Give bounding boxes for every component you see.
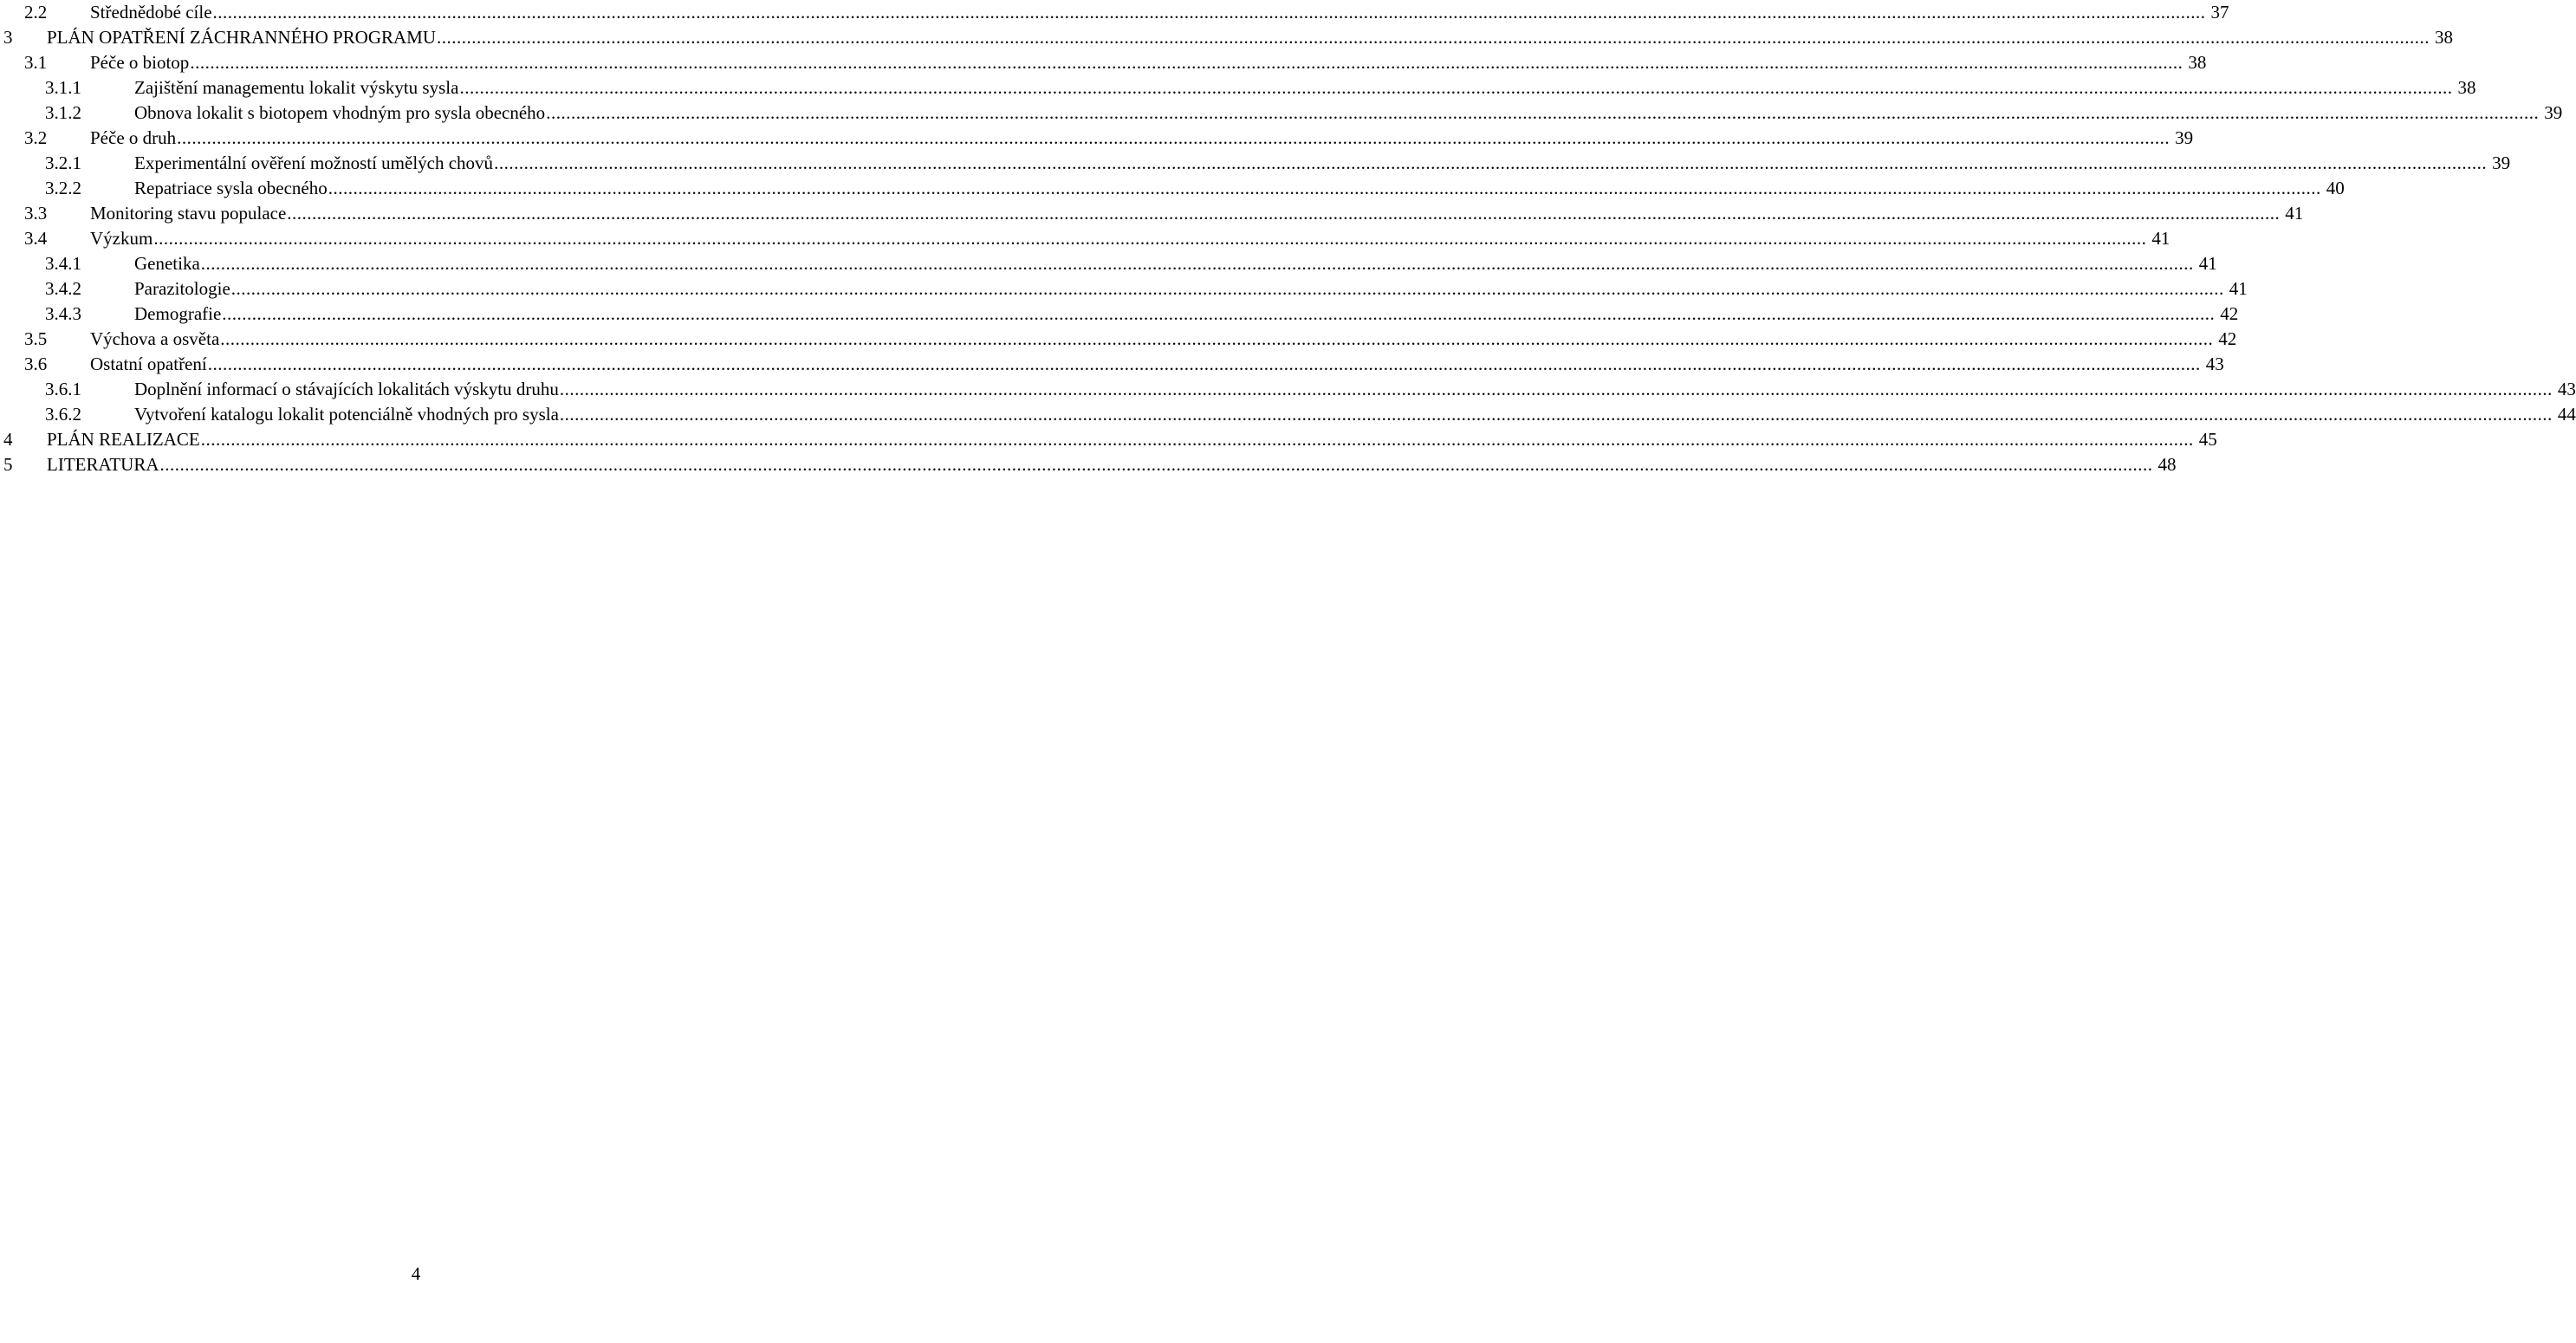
toc-entry-title: Parazitologie — [134, 278, 230, 299]
toc-entry[interactable] — [0, 75, 2476, 101]
toc-entry-title: Vytvoření katalogu lokalit potenciálně vhodných pro sysla — [134, 404, 559, 425]
toc-entry[interactable] — [0, 352, 2224, 377]
toc-entry-title: Obnova lokalit s biotopem vhodným pro sysla obecného — [134, 102, 546, 123]
toc-entry-title: PLÁN REALIZACE — [47, 429, 200, 450]
toc-entry-title: Doplnění informací o stávajících lokalitách výskytu druhu — [134, 379, 559, 399]
toc-dot-leader: ................................................................................................................................................................................................................................................................................................................................................................................................................ — [220, 328, 2214, 349]
toc-entry-page: 42 — [2220, 303, 2239, 324]
toc-entry-page: 45 — [2198, 429, 2217, 450]
toc-entry-title: Péče o biotop — [90, 52, 190, 73]
toc-dot-leader: ................................................................................................................................................................................................................................................................................................................................................................................................................ — [190, 52, 2183, 73]
toc-entry-page: 39 — [2492, 152, 2511, 173]
toc-entry[interactable] — [0, 402, 2576, 427]
toc-dot-leader: ................................................................................................................................................................................................................................................................................................................................................................................................................ — [559, 404, 2553, 425]
toc-entry-title: Péče o druh — [90, 127, 177, 148]
toc-entry-number: 3.2.1 — [45, 152, 81, 173]
toc-entry-page: 48 — [2157, 454, 2177, 475]
toc-entry-page: 38 — [2188, 52, 2207, 73]
toc-entry-number: 5 — [3, 454, 13, 475]
toc-entry[interactable] — [0, 377, 2576, 402]
toc-entry-page: 43 — [2557, 379, 2576, 399]
toc-entry-number: 4 — [3, 429, 13, 450]
toc-entry-page: 41 — [2151, 228, 2170, 249]
toc-dot-leader: ................................................................................................................................................................................................................................................................................................................................................................................................................ — [207, 354, 2201, 374]
toc-entry[interactable] — [0, 201, 2304, 226]
toc-entry[interactable] — [0, 251, 2217, 276]
toc-dot-leader: ................................................................................................................................................................................................................................................................................................................................................................................................................ — [437, 27, 2430, 48]
toc-entry-page: 44 — [2557, 404, 2576, 425]
toc-entry-page: 41 — [2229, 278, 2248, 299]
toc-dot-leader: ................................................................................................................................................................................................................................................................................................................................................................................................................ — [230, 278, 2224, 299]
toc-entry-page: 39 — [2175, 127, 2194, 148]
toc-entry-number: 3.6.2 — [45, 404, 81, 425]
toc-dot-leader: ................................................................................................................................................................................................................................................................................................................................................................................................................ — [200, 429, 2194, 450]
toc-entry-page: 38 — [2435, 27, 2454, 48]
toc-entry-number: 3.2.2 — [45, 178, 81, 198]
toc-dot-leader: ................................................................................................................................................................................................................................................................................................................................................................................................................ — [328, 178, 2321, 198]
toc-entry[interactable] — [0, 452, 2177, 477]
toc-dot-leader: ................................................................................................................................................................................................................................................................................................................................................................................................................ — [200, 253, 2194, 274]
toc-entry-title: Demografie — [134, 303, 222, 324]
toc-entry-title: Ostatní opatření — [90, 354, 207, 374]
toc-entry-page: 40 — [2326, 178, 2345, 198]
toc-entry-number: 3.1.2 — [45, 102, 81, 123]
toc-entry-number: 3.4.1 — [45, 253, 81, 274]
toc-entry-page: 37 — [2210, 2, 2229, 23]
toc-entry-title: Zajištění managementu lokalit výskytu sysla — [134, 77, 459, 98]
toc-entry[interactable] — [0, 25, 2454, 50]
toc-entry-number: 3.4.2 — [45, 278, 81, 299]
toc-entry-page: 39 — [2544, 102, 2563, 123]
toc-entry-title: LITERATURA — [47, 454, 159, 475]
toc-entry-number: 3.1 — [24, 52, 48, 73]
toc-entry[interactable] — [0, 101, 2563, 126]
toc-dot-leader: ................................................................................................................................................................................................................................................................................................................................................................................................................ — [459, 77, 2453, 98]
toc-entry-page: 41 — [2198, 253, 2217, 274]
toc-entry-title: Repatriace sysla obecného — [134, 178, 328, 198]
toc-entry-page: 38 — [2457, 77, 2476, 98]
toc-entry-number: 3.2 — [24, 127, 48, 148]
toc-entry-number: 3 — [3, 27, 13, 48]
toc-dot-leader: ................................................................................................................................................................................................................................................................................................................................................................................................................ — [559, 379, 2553, 399]
toc-entry-number: 3.1.1 — [45, 77, 81, 98]
toc-entry-page: 43 — [2205, 354, 2224, 374]
toc-dot-leader: ................................................................................................................................................................................................................................................................................................................................................................................................................ — [546, 102, 2540, 123]
toc-entry[interactable] — [0, 176, 2345, 201]
page-number: 4 — [411, 1263, 421, 1284]
toc-entry-title: Výchova a osvěta — [90, 328, 220, 349]
toc-dot-leader: ................................................................................................................................................................................................................................................................................................................................................................................................................ — [212, 2, 2206, 23]
toc-entry-title: Střednědobé cíle — [90, 2, 212, 23]
toc-entry-title: Experimentální ověření možností umělých chovů — [134, 152, 494, 173]
toc-entry[interactable] — [0, 126, 2194, 151]
toc-entry-number: 3.5 — [24, 328, 48, 349]
toc-dot-leader: ................................................................................................................................................................................................................................................................................................................................................................................................................ — [153, 228, 2147, 249]
toc-entry[interactable] — [0, 0, 2229, 25]
toc-entry-page: 42 — [2218, 328, 2237, 349]
toc-entry-number: 3.6 — [24, 354, 48, 374]
toc-entry-number: 2.2 — [24, 2, 48, 23]
toc-entry-page: 41 — [2285, 203, 2304, 224]
toc-entry[interactable] — [0, 151, 2511, 176]
toc-entry-number: 3.6.1 — [45, 379, 81, 399]
toc-entry[interactable] — [0, 50, 2207, 75]
toc-entry-title: Genetika — [134, 253, 200, 274]
toc-dot-leader: ................................................................................................................................................................................................................................................................................................................................................................................................................ — [159, 454, 2153, 475]
toc-entry[interactable] — [0, 327, 2237, 352]
toc-entry-number: 3.3 — [24, 203, 48, 224]
toc-dot-leader: ................................................................................................................................................................................................................................................................................................................................................................................................................ — [177, 127, 2170, 148]
toc-entry-title: PLÁN OPATŘENÍ ZÁCHRANNÉHO PROGRAMU — [47, 27, 437, 48]
toc-entry-number: 3.4 — [24, 228, 48, 249]
toc-entry[interactable] — [0, 276, 2248, 302]
toc-entry[interactable] — [0, 226, 2170, 251]
toc-entry-number: 3.4.3 — [45, 303, 81, 324]
toc-dot-leader: ................................................................................................................................................................................................................................................................................................................................................................................................................ — [222, 303, 2216, 324]
toc-entry[interactable] — [0, 302, 2239, 327]
toc-dot-leader: ................................................................................................................................................................................................................................................................................................................................................................................................................ — [494, 152, 2488, 173]
toc-entry-title: Výzkum — [90, 228, 153, 249]
toc-entry-title: Monitoring stavu populace — [90, 203, 287, 224]
toc-entry[interactable] — [0, 427, 2217, 452]
toc-dot-leader: ................................................................................................................................................................................................................................................................................................................................................................................................................ — [287, 203, 2281, 224]
